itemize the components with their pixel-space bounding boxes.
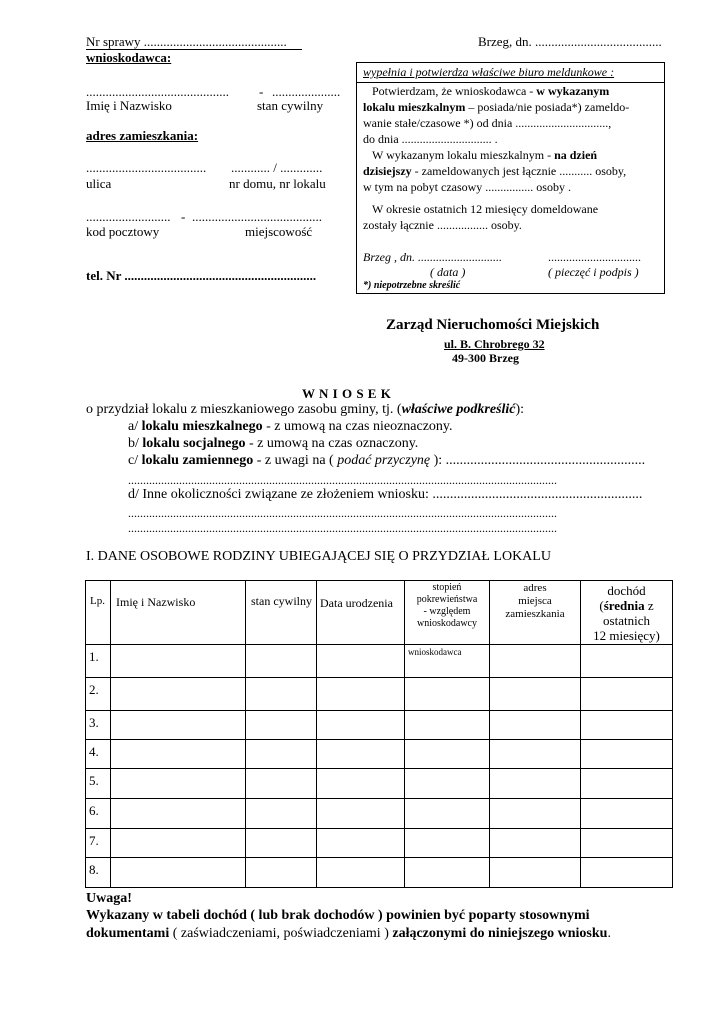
cell-dob[interactable] <box>317 769 405 799</box>
note-line1: Wykazany w tabeli dochód ( lub brak dochodów ) powinien być poparty stosownymi <box>86 908 590 923</box>
place-date[interactable]: Brzeg, dn. ....................................... <box>478 34 662 49</box>
cell-kinship[interactable]: wnioskodawca <box>405 645 490 678</box>
row-number: 4. <box>86 740 111 769</box>
row-number: 5. <box>86 769 111 799</box>
cell-name[interactable] <box>111 678 246 711</box>
cell-income[interactable] <box>581 711 673 740</box>
cell-dob[interactable] <box>317 799 405 829</box>
cell-status[interactable] <box>246 858 317 888</box>
application-intro: o przydział lokalu z mieszkaniowego zasobu gminy, tj. (właściwe podkreślić): <box>86 402 525 417</box>
cell-address[interactable] <box>490 711 581 740</box>
office-p1-line3: wanie stałe/czasowe *) od dnia ..............................., <box>363 116 612 130</box>
name-dots[interactable]: ............................................ <box>86 84 229 99</box>
address-label: adres zamieszkania: <box>86 128 199 143</box>
cell-status[interactable] <box>246 740 317 769</box>
cell-dob[interactable] <box>317 858 405 888</box>
row-number: 3. <box>86 711 111 740</box>
cell-dob[interactable] <box>317 740 405 769</box>
street-label: ulica <box>86 176 112 191</box>
postal-dash: - <box>181 209 186 224</box>
table-row <box>86 645 673 678</box>
cell-address[interactable] <box>490 645 581 678</box>
row-number: 1. <box>86 645 111 678</box>
table-row <box>86 711 673 740</box>
header-address: adres miejsca zamieszkania <box>490 581 581 645</box>
option-d-line2[interactable]: ............................................................................................................................................... <box>128 506 557 520</box>
family-table <box>85 580 673 888</box>
note-title: Uwaga! <box>86 891 132 906</box>
cell-kinship[interactable] <box>405 769 490 799</box>
cell-address[interactable] <box>490 740 581 769</box>
table-row <box>86 799 673 829</box>
office-p1-line4: do dnia .............................. . <box>363 132 498 146</box>
applicant-label: wnioskodawca: <box>86 50 172 65</box>
cell-dob[interactable] <box>317 711 405 740</box>
table-header-row <box>86 581 673 645</box>
option-a[interactable]: a/ lokalu mieszkalnego - z umową na czas nieoznaczony. <box>128 419 453 434</box>
name-dash: - <box>259 84 264 99</box>
office-sign-dots[interactable]: ............................... <box>548 250 641 264</box>
phone-field[interactable] <box>86 268 316 284</box>
application-title: W N I O S E K <box>302 386 392 401</box>
row-number: 7. <box>86 829 111 858</box>
phone-dots: ........................................................... <box>124 268 317 283</box>
option-d-line3[interactable]: ............................................................................................................................................... <box>128 521 557 535</box>
cell-income[interactable] <box>581 858 673 888</box>
office-p2-line2: dzisiejszy - zameldowanych jest łącznie ........... osoby, <box>363 164 627 178</box>
cell-status[interactable] <box>246 829 317 858</box>
addressee-name: Zarząd Nieruchomości Miejskich <box>386 317 600 333</box>
postal-label: kod pocztowy <box>86 224 160 239</box>
cell-kinship[interactable] <box>405 799 490 829</box>
table-row <box>86 858 673 888</box>
cell-address[interactable] <box>490 678 581 711</box>
table-row <box>86 678 673 711</box>
cell-address[interactable] <box>490 799 581 829</box>
cell-address[interactable] <box>490 858 581 888</box>
cell-status[interactable] <box>246 799 317 829</box>
status-dots[interactable]: ..................... <box>272 84 341 99</box>
option-c[interactable]: c/ lokalu zamiennego - z uwagi na ( podać przyczynę ): ......................................................... <box>128 453 646 468</box>
cell-income[interactable] <box>581 799 673 829</box>
cell-kinship[interactable] <box>405 858 490 888</box>
table-row <box>86 829 673 858</box>
note-line2: dokumentami ( zaświadczeniami, poświadczeniami ) załączonymi do niniejszego wniosku. <box>86 926 611 941</box>
cell-dob[interactable] <box>317 678 405 711</box>
header-lp: Lp. <box>86 581 111 645</box>
office-p3-line1: W okresie ostatnich 12 miesięcy domeldowane <box>372 202 599 216</box>
table-row <box>86 740 673 769</box>
cell-dob[interactable] <box>317 645 405 678</box>
cell-name[interactable] <box>111 799 246 829</box>
office-date-label: ( data ) <box>430 265 466 279</box>
option-c-line2[interactable]: ............................................................................................................................................... <box>128 473 557 487</box>
office-sign-place[interactable]: Brzeg , dn. ............................ <box>363 250 502 264</box>
house-dots[interactable]: ............ / ............. <box>231 160 323 175</box>
cell-kinship[interactable] <box>405 829 490 858</box>
cell-income[interactable] <box>581 769 673 799</box>
name-label: Imię i Nazwisko <box>86 98 172 113</box>
row-number: 2. <box>86 678 111 711</box>
cell-name[interactable] <box>111 829 246 858</box>
office-stamp-label: ( pieczęć i podpis ) <box>548 265 639 279</box>
cell-status[interactable] <box>246 769 317 799</box>
table-row <box>86 769 673 799</box>
office-box-header <box>357 63 664 83</box>
cell-income[interactable] <box>581 645 673 678</box>
section1-heading: I. DANE OSOBOWE RODZINY UBIEGAJĄCEJ SIĘ O PRZYDZIAŁ LOKALU <box>86 549 551 564</box>
row-number: 6. <box>86 799 111 829</box>
cell-kinship[interactable] <box>405 678 490 711</box>
cell-income[interactable] <box>581 678 673 711</box>
office-p2-line1: W wykazanym lokalu mieszkalnym - na dzień <box>372 148 598 162</box>
house-label: nr domu, nr lokalu <box>229 176 326 191</box>
header-income: dochód (średnia z ostatnich 12 miesięcy) <box>581 581 673 645</box>
street-dots[interactable]: ..................................... <box>86 160 207 175</box>
cell-name[interactable] <box>111 858 246 888</box>
city-label: miejscowość <box>245 224 313 239</box>
header-status: stan cywilny <box>246 581 317 645</box>
addressee-street: ul. B. Chrobrego 32 <box>444 337 545 351</box>
cell-name[interactable] <box>111 740 246 769</box>
phone-label: tel. Nr <box>86 268 122 283</box>
header-kinship: stopień pokrewieństwa - względem wnioskodawcy <box>405 581 490 645</box>
office-p1-line2: lokalu mieszkalnym – posiada/nie posiada*) zameldo- <box>363 100 630 114</box>
office-footnote: *) niepotrzebne skreślić <box>363 280 461 291</box>
postal-dots[interactable]: .......................... <box>86 209 171 224</box>
option-b[interactable]: b/ lokalu socjalnego - z umową na czas oznaczony. <box>128 436 419 451</box>
office-p2-line3: w tym na pobyt czasowy ................ osoby . <box>363 180 571 194</box>
cell-income[interactable] <box>581 740 673 769</box>
office-box-header-text: wypełnia i potwierdza właściwe biuro meldunkowe : <box>363 65 615 79</box>
office-p1-line1: Potwierdzam, że wnioskodawca - w wykazanym <box>372 84 610 98</box>
cell-name[interactable] <box>111 645 246 678</box>
cell-address[interactable] <box>490 829 581 858</box>
cell-name[interactable] <box>111 769 246 799</box>
case-number-field[interactable] <box>86 34 287 50</box>
cell-kinship[interactable] <box>405 740 490 769</box>
cell-status[interactable] <box>246 645 317 678</box>
cell-status[interactable] <box>246 678 317 711</box>
cell-dob[interactable] <box>317 829 405 858</box>
cell-income[interactable] <box>581 829 673 858</box>
office-p3-line2: zostały łącznie ................. osoby. <box>363 218 522 232</box>
row-number: 8. <box>86 858 111 888</box>
cell-name[interactable] <box>111 711 246 740</box>
header-name: Imię i Nazwisko <box>111 581 246 645</box>
status-label: stan cywilny <box>257 98 324 113</box>
cell-address[interactable] <box>490 769 581 799</box>
addressee-city: 49-300 Brzeg <box>452 351 519 365</box>
cell-kinship[interactable] <box>405 711 490 740</box>
case-number-text: Nr sprawy ............................................ <box>86 34 287 49</box>
cell-status[interactable] <box>246 711 317 740</box>
option-d[interactable]: d/ Inne okoliczności związane ze złożeniem wniosku: ............................................................ <box>128 487 643 502</box>
header-dob: Data urodzenia <box>317 581 405 645</box>
city-dots[interactable]: ........................................ <box>192 209 322 224</box>
